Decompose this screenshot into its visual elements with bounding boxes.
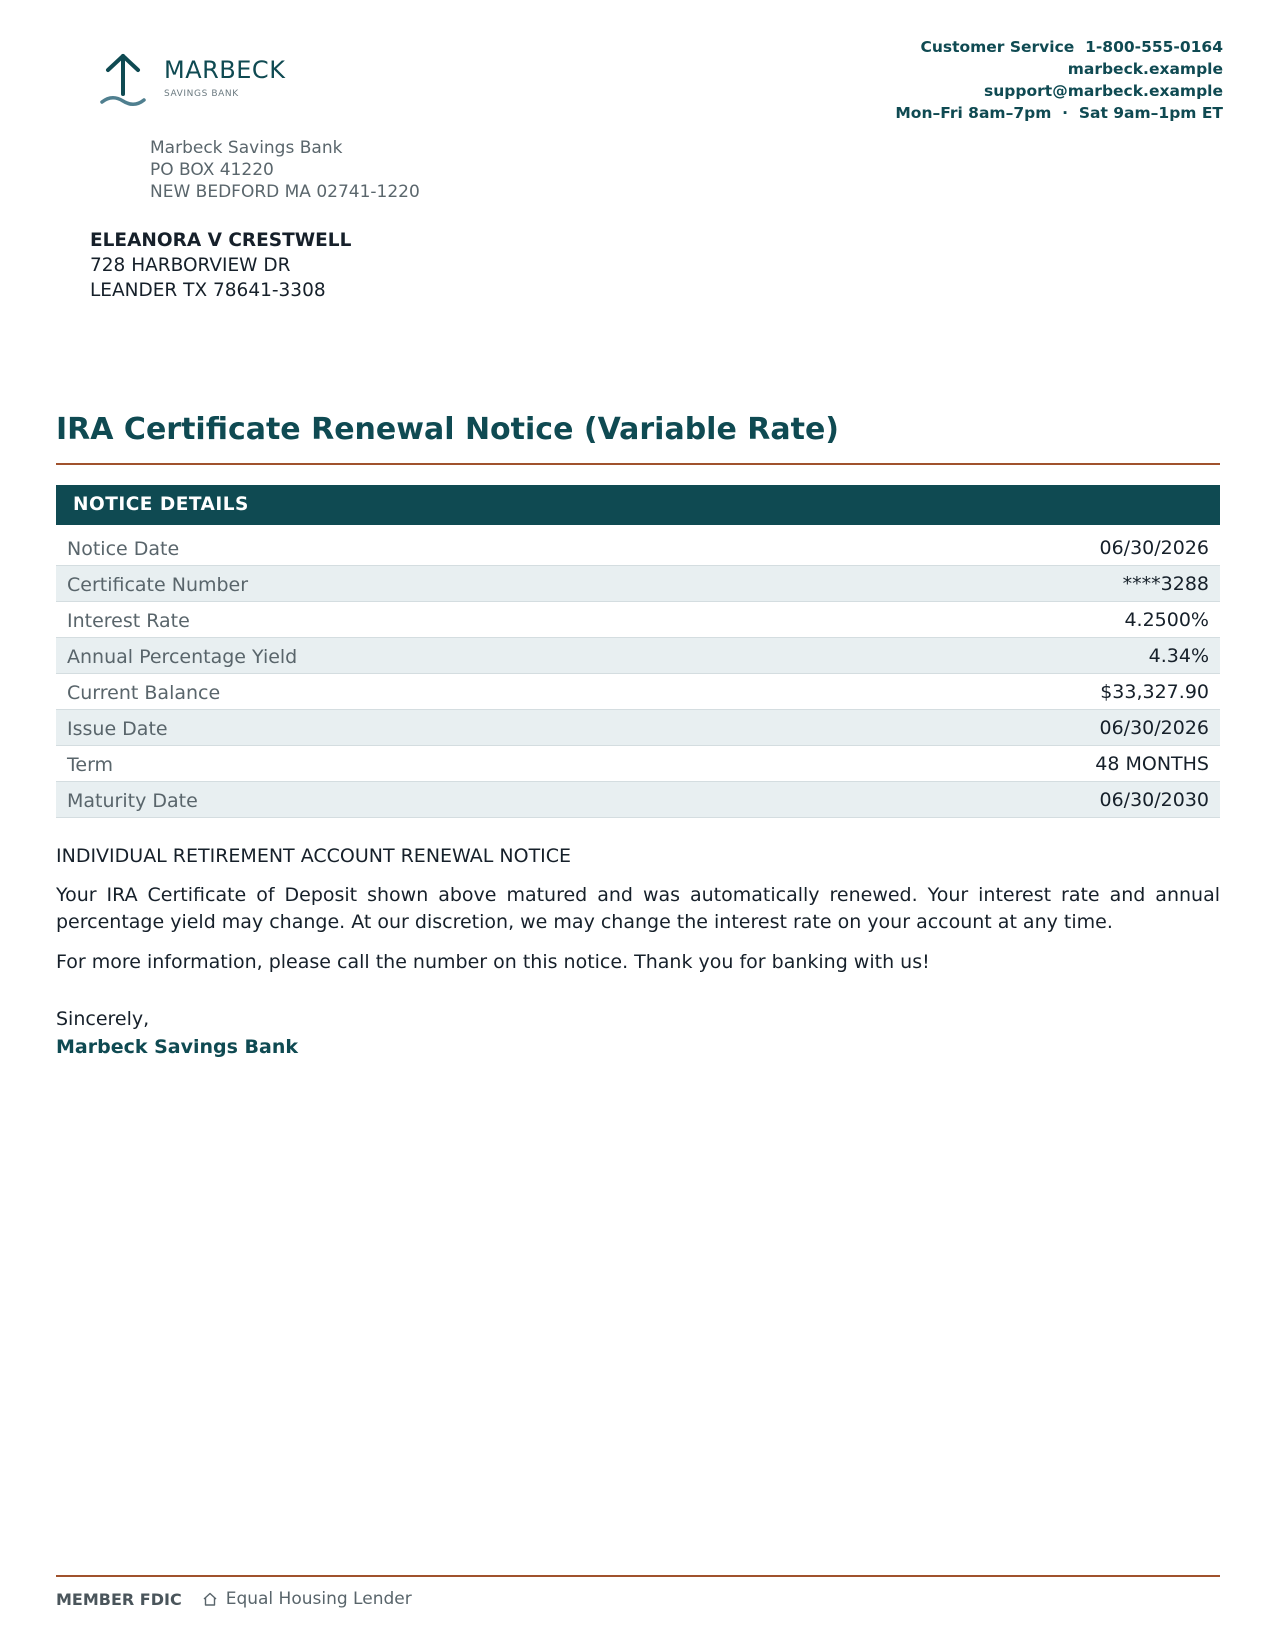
return-address-line: NEW BEDFORD MA 02741-1220 <box>150 182 420 202</box>
page-title: IRA Certificate Renewal Notice (Variable Rate) <box>56 412 840 447</box>
detail-row <box>56 602 1220 638</box>
detail-row <box>56 710 1220 746</box>
return-address <box>150 137 420 203</box>
footer-divider <box>56 1575 1220 1577</box>
detail-value: 06/30/2030 <box>1099 788 1209 811</box>
detail-label: Certificate Number <box>67 573 249 596</box>
detail-label: Interest Rate <box>67 609 190 632</box>
website-link[interactable]: marbeck.example <box>1067 60 1223 78</box>
closing-signer: Marbeck Savings Bank <box>56 1036 299 1058</box>
title-divider <box>56 463 1220 465</box>
notice-details-rows <box>56 530 1220 818</box>
recipient-address <box>90 228 351 303</box>
detail-label: Current Balance <box>67 681 221 704</box>
detail-row <box>56 566 1220 602</box>
detail-row <box>56 530 1220 566</box>
detail-row <box>56 674 1220 710</box>
brand-subtitle: SAVINGS BANK <box>164 89 239 99</box>
detail-label: Issue Date <box>67 717 168 740</box>
closing-salutation: Sincerely, <box>56 1008 150 1030</box>
body-paragraph: Your IRA Certificate of Deposit shown above matured and was automatically renewed. Your interest rate and annual percentage yield may change. At our discretion, we may change the interest rate on your account at any time. <box>56 884 1220 933</box>
return-address-line: Marbeck Savings Bank <box>150 138 343 158</box>
notice-details-header: NOTICE DETAILS <box>56 485 1220 525</box>
detail-value: 06/30/2026 <box>1099 536 1209 559</box>
detail-label: Notice Date <box>67 537 180 560</box>
recipient-name: ELEANORA V CRESTWELL <box>90 230 352 251</box>
body-paragraph: For more information, please call the number on this notice. Thank you for banking with us! <box>56 951 930 973</box>
customer-service-line: Customer Service 1-800-555-0164 <box>920 38 1223 56</box>
detail-row <box>56 782 1220 818</box>
detail-value: 06/30/2026 <box>1099 716 1209 739</box>
recipient-street: 728 HARBORVIEW DR <box>90 255 291 276</box>
detail-value: 4.2500% <box>1124 608 1209 631</box>
bank-logo <box>100 52 285 112</box>
detail-value: $33,327.90 <box>1100 680 1209 703</box>
body-heading: INDIVIDUAL RETIREMENT ACCOUNT RENEWAL NOTICE <box>56 845 572 867</box>
detail-value: ****3288 <box>1122 572 1209 595</box>
service-hours: Mon–Fri 8am–7pm · Sat 9am–1pm ET <box>895 104 1223 122</box>
equal-housing-lender: Equal Housing Lender <box>225 1589 412 1609</box>
anchor-wave-icon <box>100 52 146 112</box>
detail-label: Term <box>67 753 114 776</box>
brand-name: MARBECK <box>164 56 286 84</box>
support-email[interactable]: support@marbeck.example <box>984 82 1223 100</box>
detail-row <box>56 746 1220 782</box>
contact-block <box>895 36 1223 124</box>
recipient-city: LEANDER TX 78641-3308 <box>90 280 326 301</box>
footer <box>56 1589 412 1609</box>
member-fdic: MEMBER FDIC <box>56 1589 182 1609</box>
detail-value: 4.34% <box>1148 644 1209 667</box>
notice-details-table <box>56 485 1220 818</box>
detail-label: Annual Percentage Yield <box>67 645 298 668</box>
closing <box>56 1005 298 1061</box>
house-icon <box>202 1591 218 1607</box>
detail-row <box>56 638 1220 674</box>
notice-body <box>56 843 1220 989</box>
detail-label: Maturity Date <box>67 789 198 812</box>
return-address-line: PO BOX 41220 <box>150 160 274 180</box>
detail-value: 48 MONTHS <box>1095 752 1209 775</box>
